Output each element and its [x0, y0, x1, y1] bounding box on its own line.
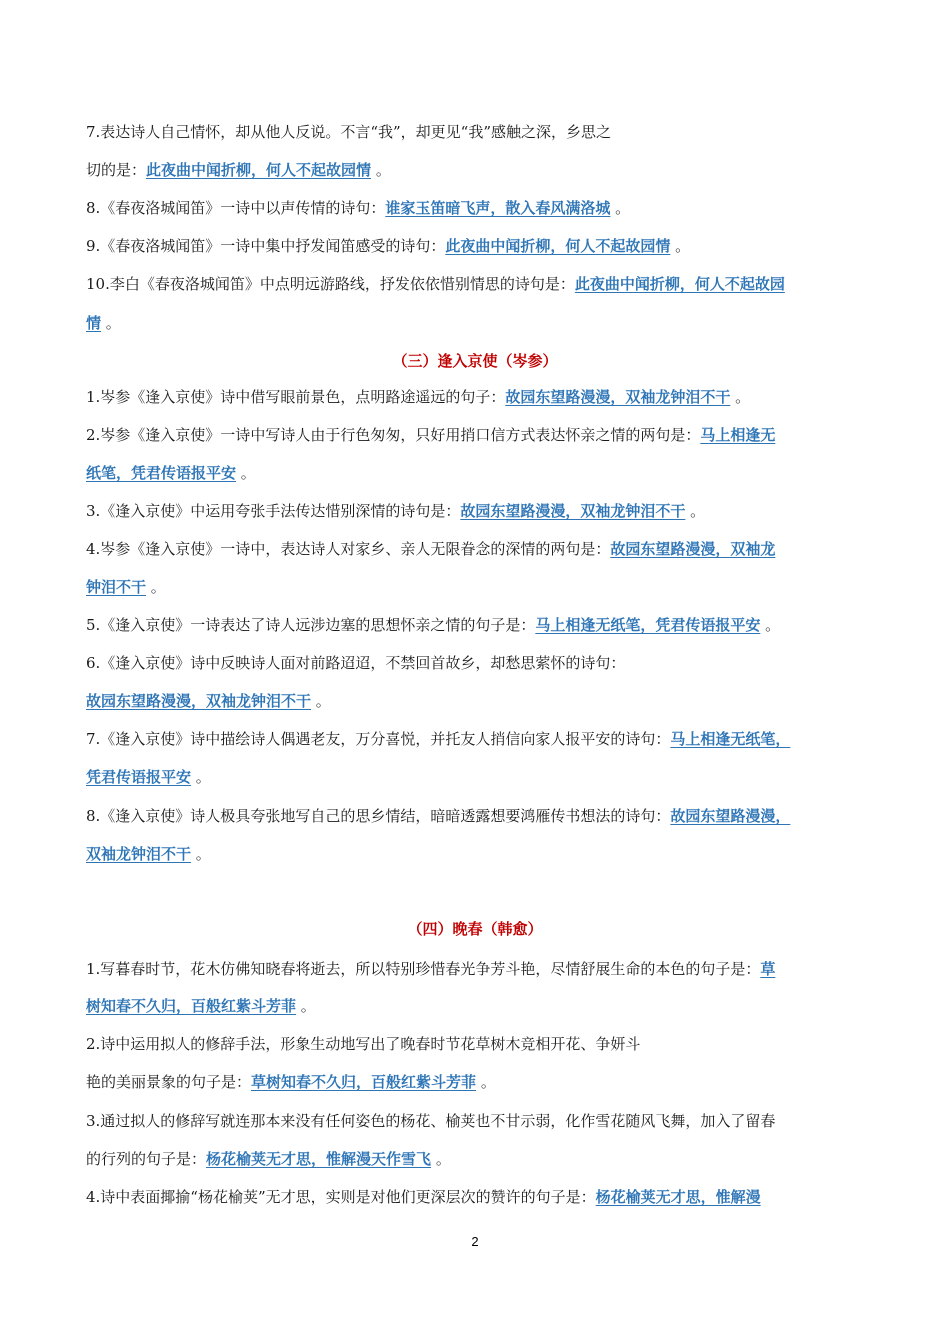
answer-end-punct: 。: [615, 199, 631, 217]
answer-end-punct: 。: [300, 997, 316, 1015]
list-item: [86, 122, 876, 142]
list-item: [86, 425, 876, 445]
answer-text: 杨花榆荚无才思，惟解漫: [595, 1188, 761, 1206]
answer-end-punct: 。: [375, 161, 391, 179]
question-text: 2.岑参《逢入京使》一诗中写诗人由于行色匆匆，只好用捎口信方式表达怀亲之情的两句是：: [86, 426, 701, 444]
answer-text: 故园东望路漫漫，: [670, 807, 791, 825]
list-item: [86, 959, 876, 979]
answer-text: 凭君传语报平安: [86, 768, 192, 786]
question-text: 2.诗中运用拟人的修辞手法，形象生动地写出了晚春时节花草树木竞相开花、争妍斗: [86, 1035, 641, 1053]
list-item: [86, 1072, 876, 1092]
list-item: [86, 653, 876, 673]
page-number: 2: [471, 1234, 479, 1249]
answer-text: 草树知春不久归，百般红紫斗芳菲: [251, 1073, 477, 1091]
question-text: 1.岑参《逢入京使》诗中借写眼前景色，点明路途遥远的句子：: [86, 388, 506, 406]
answer-text: 马上相逢无纸笔，凭君传语报平安: [535, 616, 761, 634]
list-item: [86, 767, 876, 787]
question-text: 5.《逢入京使》一诗表达了诗人远涉边塞的思想怀亲之情的句子是：: [86, 616, 536, 634]
list-item: [86, 501, 876, 521]
answer-text: 草: [760, 960, 776, 978]
list-item: [86, 615, 876, 635]
question-text: 3.通过拟人的修辞写就连那本来没有任何姿色的杨花、榆荚也不甘示弱，化作雪花随风飞舞，加入了留春: [86, 1112, 776, 1130]
question-text: 8.《逢入京使》诗人极具夸张地写自己的思乡情结，暗暗透露想要鸿雁传书想法的诗句：: [86, 807, 671, 825]
question-text: 1.写暮春时节，花木仿佛知晓春将逝去，所以特别珍惜春光争芳斗艳，尽情舒展生命的本色的句子是：: [86, 960, 761, 978]
list-item: [86, 691, 876, 711]
answer-end-punct: 。: [765, 616, 781, 634]
list-item: [86, 236, 876, 256]
answer-text: 故园东望路漫漫，双袖龙钟泪不干: [505, 388, 731, 406]
answer-text: 钟泪不干: [86, 578, 147, 596]
question-text: 3.《逢入京使》中运用夸张手法传达惜别深情的诗句是：: [86, 502, 461, 520]
list-item: [86, 198, 876, 218]
answer-end-punct: 。: [480, 1073, 496, 1091]
answer-end-punct: 。: [675, 237, 691, 255]
answer-text: 双袖龙钟泪不干: [86, 845, 192, 863]
answer-text: 故园东望路漫漫，双袖龙钟泪不干: [86, 692, 312, 710]
question-text: 6.《逢入京使》诗中反映诗人面对前路迢迢，不禁回首故乡，却愁思萦怀的诗句：: [86, 654, 626, 672]
answer-text: 此夜曲中闻折柳，何人不起故园: [574, 275, 785, 293]
answer-end-punct: 。: [435, 1150, 451, 1168]
list-item: [86, 539, 876, 559]
answer-text: 情: [86, 314, 102, 332]
answer-text: 故园东望路漫漫，双袖龙钟泪不干: [460, 502, 686, 520]
answer-end-punct: 。: [195, 845, 211, 863]
list-item: [86, 313, 876, 333]
answer-text: 马上相逢无纸笔，: [670, 730, 791, 748]
answer-text: 树知春不久归，百般红紫斗芳菲: [86, 997, 297, 1015]
list-item: [86, 729, 876, 749]
list-item: [86, 463, 876, 483]
answer-end-punct: 。: [150, 578, 166, 596]
question-text: 10.李白《春夜洛城闻笛》中点明远游路线，抒发依依惜别情思的诗句是：: [86, 275, 575, 293]
answer-text: 故园东望路漫漫，双袖龙: [610, 540, 776, 558]
answer-end-punct: 。: [735, 388, 751, 406]
list-item: [86, 387, 876, 407]
list-item: [86, 160, 876, 180]
list-item: [86, 1034, 876, 1054]
question-text: 7.《逢入京使》诗中描绘诗人偶遇老友，万分喜悦，并托友人捎信向家人报平安的诗句：: [86, 730, 671, 748]
question-text: 艳的美丽景象的句子是：: [86, 1073, 252, 1091]
question-text: 8.《春夜洛城闻笛》一诗中以声传情的诗句：: [86, 199, 386, 217]
answer-text: 谁家玉笛暗飞声，散入春风满洛城: [385, 199, 611, 217]
list-item: [86, 274, 876, 294]
answer-end-punct: 。: [690, 502, 706, 520]
answer-end-punct: 。: [105, 314, 121, 332]
list-item: [86, 1149, 876, 1169]
answer-end-punct: 。: [315, 692, 331, 710]
answer-text: 马上相逢无: [700, 426, 776, 444]
list-item: [86, 1187, 876, 1207]
answer-text: 此夜曲中闻折柳，何人不起故园情: [146, 161, 372, 179]
question-text: 的行列的句子是：: [86, 1150, 207, 1168]
question-text: 9.《春夜洛城闻笛》一诗中集中抒发闻笛感受的诗句：: [86, 237, 446, 255]
answer-text: 杨花榆荚无才思，惟解漫天作雪飞: [206, 1150, 432, 1168]
question-text: 7.表达诗人自己情怀，却从他人反说。不言“我”，却更见“我”感触之深，乡思之: [86, 123, 611, 141]
section-heading: （四）晚春（韩愈）: [407, 920, 543, 938]
question-text: 4.岑参《逢入京使》一诗中，表达诗人对家乡、亲人无限眷念的深情的两句是：: [86, 540, 611, 558]
answer-end-punct: 。: [240, 464, 256, 482]
question-text: 切的是：: [86, 161, 147, 179]
answer-text: 纸笔，凭君传语报平安: [86, 464, 237, 482]
list-item: [86, 806, 876, 826]
answer-end-punct: 。: [195, 768, 211, 786]
list-item: [86, 996, 876, 1016]
answer-text: 此夜曲中闻折柳，何人不起故园情: [445, 237, 671, 255]
section-heading: （三）逢入京使（岑参）: [392, 352, 558, 370]
question-text: 4.诗中表面揶揄“杨花榆荚”无才思，实则是对他们更深层次的赞许的句子是：: [86, 1188, 596, 1206]
list-item: [86, 1111, 876, 1131]
list-item: [86, 577, 876, 597]
list-item: [86, 844, 876, 864]
